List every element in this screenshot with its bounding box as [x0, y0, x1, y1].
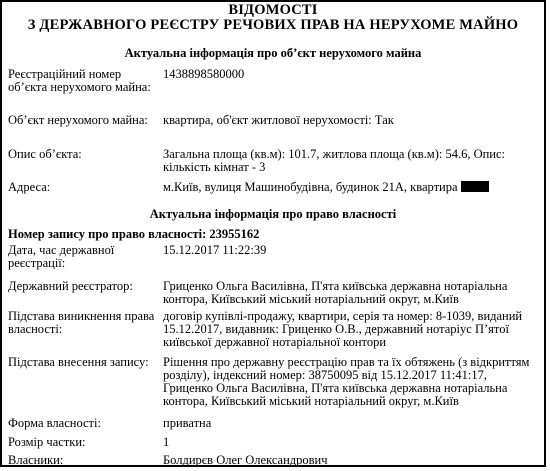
share-size-label: Розмір частки: [8, 435, 86, 449]
document-title: ВІДОМОСТІ [228, 2, 318, 18]
ownership-record-number: Номер запису про право власності: 23955162 [8, 227, 260, 241]
entry-basis-label: Підстава внесення запису: [8, 355, 149, 369]
document-subtitle: З ДЕРЖАВНОГО РЕЄСТРУ РЕЧОВИХ ПРАВ НА НЕРУХОМЕ МАЙНО [27, 17, 519, 33]
object-reg-number-label: Реєстраційний номер об’єкта нерухомого майна: [8, 67, 151, 94]
object-address-label: Адреса: [8, 180, 51, 194]
object-address-value [163, 181, 538, 194]
object-section-heading: Актуальна інформація про об’єкт нерухомого майна [124, 46, 422, 60]
owners-label: Власники: [8, 453, 64, 467]
ownership-form-label: Форма власності: [8, 416, 101, 430]
object-type-value: квартира, об'єкт житлової нерухомості: Так [163, 113, 394, 127]
registrar-value: Гриценко Ольга Василівна, П'ята київська державна нотаріальна контора, Київський міський нотаріальний округ, м.Київ [163, 279, 508, 306]
registrar-label: Державний реєстратор: [8, 279, 133, 293]
ownership-basis-value: договір купівлі-продажу, квартири, серія та номер: 8-1039, виданий 15.12.2017, видавник: Гриценко О.В., державний нотаріус П’ятої київської державної нотаріальної контори [163, 309, 523, 349]
registration-date-value: 15.12.2017 11:22:39 [163, 243, 267, 257]
object-reg-number-value: 1438898580000 [163, 67, 245, 81]
address-text: м.Київ, вулиця Машинобудівна, будинок 21А, квартира [163, 180, 458, 194]
ownership-section-heading: Актуальна інформація про право власності [149, 207, 397, 221]
share-size-value: 1 [163, 435, 170, 449]
ownership-basis-label: Підстава виникнення права власності: [8, 309, 155, 336]
redaction-block [461, 181, 489, 192]
registration-date-label: Дата, час державної реєстрації: [8, 243, 115, 270]
entry-basis-value: Рішення про державну реєстрацію прав та їх обтяжень (з відкриттям розділу), індексний номер: 38750095 від 15.12.2017 11:41:17, Гриценко Ольга Василівна, П'ята київська державна нотаріальна контора, Київський міський нотаріальний округ, м.Київ [163, 355, 530, 408]
owners-value: Болдирєв Олег Олександрович [163, 453, 328, 467]
object-description-label: Опис об’єкта: [8, 147, 82, 161]
object-type-label: Об’єкт нерухомого майна: [8, 113, 148, 127]
object-description-value: Загальна площа (кв.м): 101.7, житлова площа (кв.м): 54.6, Опис: кількість кімнат - 3 [163, 147, 506, 174]
ownership-form-value: приватна [163, 416, 212, 430]
